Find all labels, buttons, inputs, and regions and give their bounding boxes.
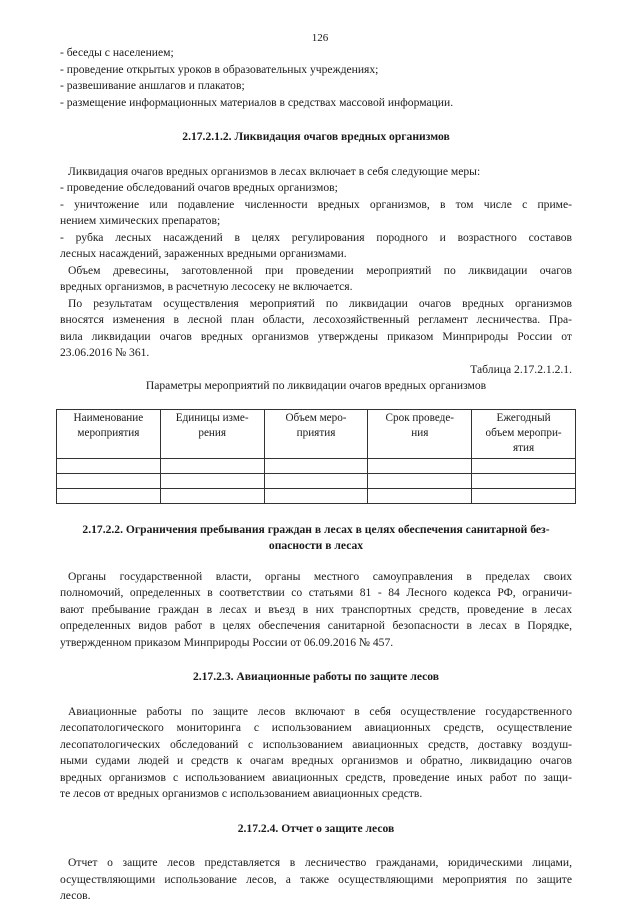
paragraph-line: осуществляющими использование лесов, а также осуществляющими мероприятия по защите — [60, 872, 572, 886]
paragraph-line: По результатам осуществления мероприятий по ликвидации очагов вредных организмов — [68, 296, 572, 310]
page-number: 126 — [311, 32, 329, 44]
list-item-continuation: нением химических препаратов; — [60, 214, 221, 227]
outreach-list — [60, 45, 572, 111]
paragraph-line: определенных видов работ в целях обеспечения санитарной безопасности в лесах в Порядке, — [60, 619, 572, 632]
paragraph-line: Авиационные работы по защите лесов включают в себя осуществление государственного — [68, 704, 572, 718]
paragraph-line: Органы государственной власти, органы местного самоуправления в пределах своих — [68, 569, 572, 583]
table-cell — [160, 488, 264, 503]
table-cell — [264, 473, 368, 488]
paragraph-line: Отчет о защите лесов представляется в лесничество гражданами, юридическими лицами, — [68, 856, 572, 869]
table-header-cell: Единицы изме- рения — [160, 409, 264, 458]
table-row — [57, 488, 576, 503]
list-item: - рубка лесных насаждений в целях регулирования породного и возрастного составов — [60, 230, 572, 244]
list-item: - размещение информационных материалов в средствах массовой информации. — [60, 95, 454, 109]
list-item: - уничтожение или подавление численности вредных организмов, в том числе с приме- — [60, 197, 572, 211]
page-content — [60, 45, 572, 905]
list-item: - проведение обследований очагов вредных организмов; — [60, 181, 338, 194]
paragraph-line: лесопатологического мониторинга с использованием авиационных средств, осуществление — [60, 721, 572, 734]
paragraph-line: вносятся изменения в лесной план области, лесохозяйственный регламент лесничества. Пра- — [60, 313, 572, 326]
table-cell — [368, 458, 472, 473]
section-heading: 2.17.2.1.2. Ликвидация очагов вредных организмов — [182, 130, 450, 143]
section-heading: 2.17.2.3. Авиационные работы по защите лесов — [192, 670, 440, 683]
table-label: Таблица 2.17.2.1.2.1. — [470, 362, 572, 376]
section-heading: 2.17.2.4. Отчет о защите лесов — [237, 821, 395, 835]
section-heading: 2.17.2.2. Ограничения пребывания граждан в лесах в целях обеспечения санитарной без- опасности в лесах — [82, 522, 550, 552]
table-cell — [264, 488, 368, 503]
table-header-row — [57, 409, 576, 458]
section-body — [60, 855, 572, 905]
table-row — [57, 473, 576, 488]
paragraph-line: вила ликвидации очагов вредных организмов утверждены приказом Минприроды России от — [60, 329, 572, 343]
table-header-cell: Объем меро- приятия — [264, 409, 368, 458]
paragraph-line: Объем древесины, заготовленной при проведении мероприятий по ликвидации очагов — [68, 263, 572, 277]
table-cell — [57, 488, 161, 503]
table-cell — [368, 488, 472, 503]
table-cell — [160, 458, 264, 473]
table-header-cell: Наименование мероприятия — [57, 409, 161, 458]
paragraph-line: лесопатологических обследований с использованием авиационных средств, доставку воздуш- — [60, 737, 572, 751]
table-cell — [57, 458, 161, 473]
paragraph-line: вредных организмов, в расчетную лесосеку не включается. — [60, 280, 353, 293]
list-item: - беседы с населением; — [60, 46, 174, 59]
paragraph-line: утвержденном приказом Минприроды России от 06.09.2016 № 457. — [60, 635, 394, 649]
paragraph-line: те лесов от вредных организмов с использованием авиационных средств. — [60, 787, 423, 800]
list-item-continuation: лесных насаждений, зараженных вредными организмами. — [60, 247, 347, 260]
table-caption: Параметры мероприятий по ликвидации очагов вредных организмов — [145, 379, 487, 392]
table-cell — [472, 473, 576, 488]
table-cell — [472, 458, 576, 473]
table-cell — [264, 458, 368, 473]
paragraph-line: полномочий, определенных в соответствии со статьями 81 - 84 Лесного кодекса РФ, ограничи- — [60, 586, 572, 599]
table-header-cell: Срок проведе- ния — [368, 409, 472, 458]
parameters-table — [56, 409, 576, 504]
table-cell — [160, 473, 264, 488]
section-body — [60, 704, 572, 803]
paragraph-line: ными судами людей и средств к очагам вредных организмов и обратно, ликвидацию очагов — [60, 754, 572, 767]
table-cell — [57, 473, 161, 488]
table-header-cell: Ежегодный объем меропри- ятия — [472, 409, 576, 458]
list-item: - проведение открытых уроков в образовательных учреждениях; — [60, 62, 379, 76]
table-cell — [472, 488, 576, 503]
paragraph-line: 23.06.2016 № 361. — [60, 346, 150, 359]
paragraph-line: вредных организмов с использованием авиационных средств, проведение иных работ по защи- — [60, 770, 572, 784]
paragraph-line: Ликвидация очагов вредных организмов в лесах включает в себя следующие меры: — [68, 164, 481, 178]
list-item: - развешивание аншлагов и плакатов; — [60, 79, 245, 92]
paragraph-line: вают пребывание граждан в лесах и въезд в них транспортных средств, проведение в лесах — [60, 602, 572, 616]
section-body — [60, 164, 572, 362]
table-row — [57, 458, 576, 473]
paragraph-line: лесов. — [60, 889, 91, 902]
section-body — [60, 569, 572, 652]
table-cell — [368, 473, 472, 488]
